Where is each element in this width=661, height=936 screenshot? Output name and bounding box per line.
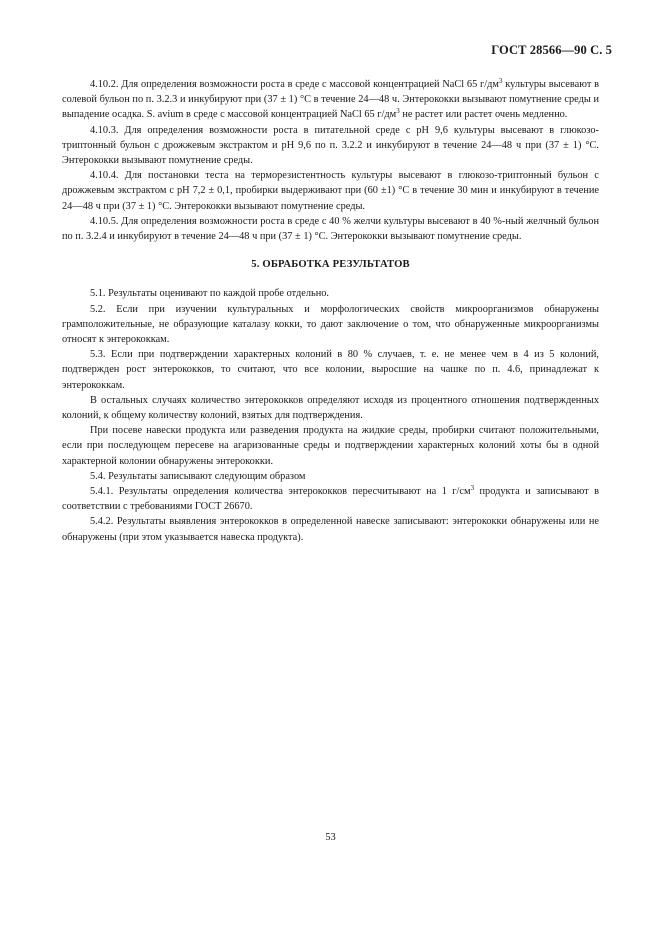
paragraph-4-10-2-part-b: культуры высевают в солевой бульон по п. 3.2.3 и инкубируют при (37 ± 1) °С в течение 24—48 ч. Энтерококки вызывают помутнение среды и выпадение осадка. S. avium в среде с массовой концентрацией NaCl 65 г/дм: [62, 79, 599, 121]
section-heading-text: 5. ОБРАБОТКА РЕЗУЛЬТАТОВ: [251, 259, 410, 271]
paragraph-5-3: 5.3. Если при подтверждении характерных колоний в 80 % случаев, т. е. не менее чем в 4 из 5 колоний, подтвержден рост энтерококков, то считают, что все колонии, выросшие на чашке по п. 4.6, принадлежат к энтерококкам.: [62, 349, 599, 391]
page-header: ГОСТ 28566—90 С. 5: [491, 43, 612, 57]
paragraph-5-4-2: 5.4.2. Результаты выявления энтерококков в определенной навеске записывают: энтерококки обнаружены или не обнаружены (при этом указывается навеска продукта).: [62, 516, 599, 543]
paragraph-4-10-4: 4.10.4. Для постановки теста на терморезистентность культуры высевают в глюкозо-триптонный бульон с дрожжевым экстрактом с рН 7,2 ± 0,1, пробирки выдерживают при (60 ±1) °С в течение 30 мин и инкубируют в течение 24—48 ч при (37 ± 1) °С. Энтерококки вызывают помутнение среды.: [62, 170, 599, 212]
paragraph-5-3-c: При посеве навески продукта или разведения продукта на жидкие среды, пробирки считают положительными, если при последующем пересеве на агаризованные среды и подтверждении характерных колоний хоты бы в одной характерной колонии обнаружены энтерококки.: [62, 425, 599, 467]
paragraph-5-4: 5.4. Результаты записывают следующим образом: [90, 470, 306, 482]
paragraph-5-4-1-part-b: продукта и записывают в соответствии с требованиями ГОСТ 26670.: [62, 486, 600, 513]
document-body: [62, 77, 599, 545]
paragraph-4-10-5: 4.10.5. Для определения возможности роста в среде с 40 % желчи культуры высевают в 40 %-ный желчный бульон по п. 3.2.4 и инкубируют в течение 24—48 ч при (37 ± 1) °С. Энтерококки вызывают помутнение среды.: [62, 215, 599, 243]
paragraph-5-3-b: В остальных случаях количество энтерококков определяют исходя из процентного отношения подтвержденных колоний, к общему количеству колоний, взятых для подтверждения.: [62, 394, 599, 422]
paragraph-4-10-2-part-c: не растет или растет очень медленно.: [399, 109, 568, 121]
page-number: 53: [325, 832, 336, 843]
section-heading: [62, 257, 599, 272]
paragraph-4-10-2-part-a: 4.10.2. Для определения возможности роста в среде с массовой концентрацией NaCl 65 г/дм: [90, 79, 499, 90]
paragraph-5-4-1: [62, 484, 599, 514]
paragraph-5-1: 5.1. Результаты оценивают по каждой пробе отдельно.: [90, 288, 330, 300]
superscript-cubed: 3: [396, 107, 400, 116]
superscript-cubed: 3: [498, 77, 503, 85]
superscript-cubed: 3: [470, 484, 475, 493]
paragraph-4-10-3: 4.10.3. Для определения возможности роста в питательной среде с рН 9,6 культуры высевают в глюкозо-триптонный бульон с дрожжевым экстрактом и рН 9,6 по п. 3.2.2 и инкубируют в течение 24—48 ч при (37 ± 1) °С. Энтерококки вызывают помутнение среды.: [62, 124, 599, 167]
paragraph-5-2: 5.2. Если при изучении культуральных и морфологических свойств микроорганизмов обнаружены грамположительные, не образующие каталазу кокки, то дают заключение о том, что обнаруженные микроорганизмы относят к энтерококкам.: [62, 303, 599, 346]
paragraph-5-4-1-part-a: 5.4.1. Результаты определения количества энтерококков пересчитывают на 1 г/см: [90, 486, 471, 498]
paragraph-4-10-2: [62, 77, 599, 123]
